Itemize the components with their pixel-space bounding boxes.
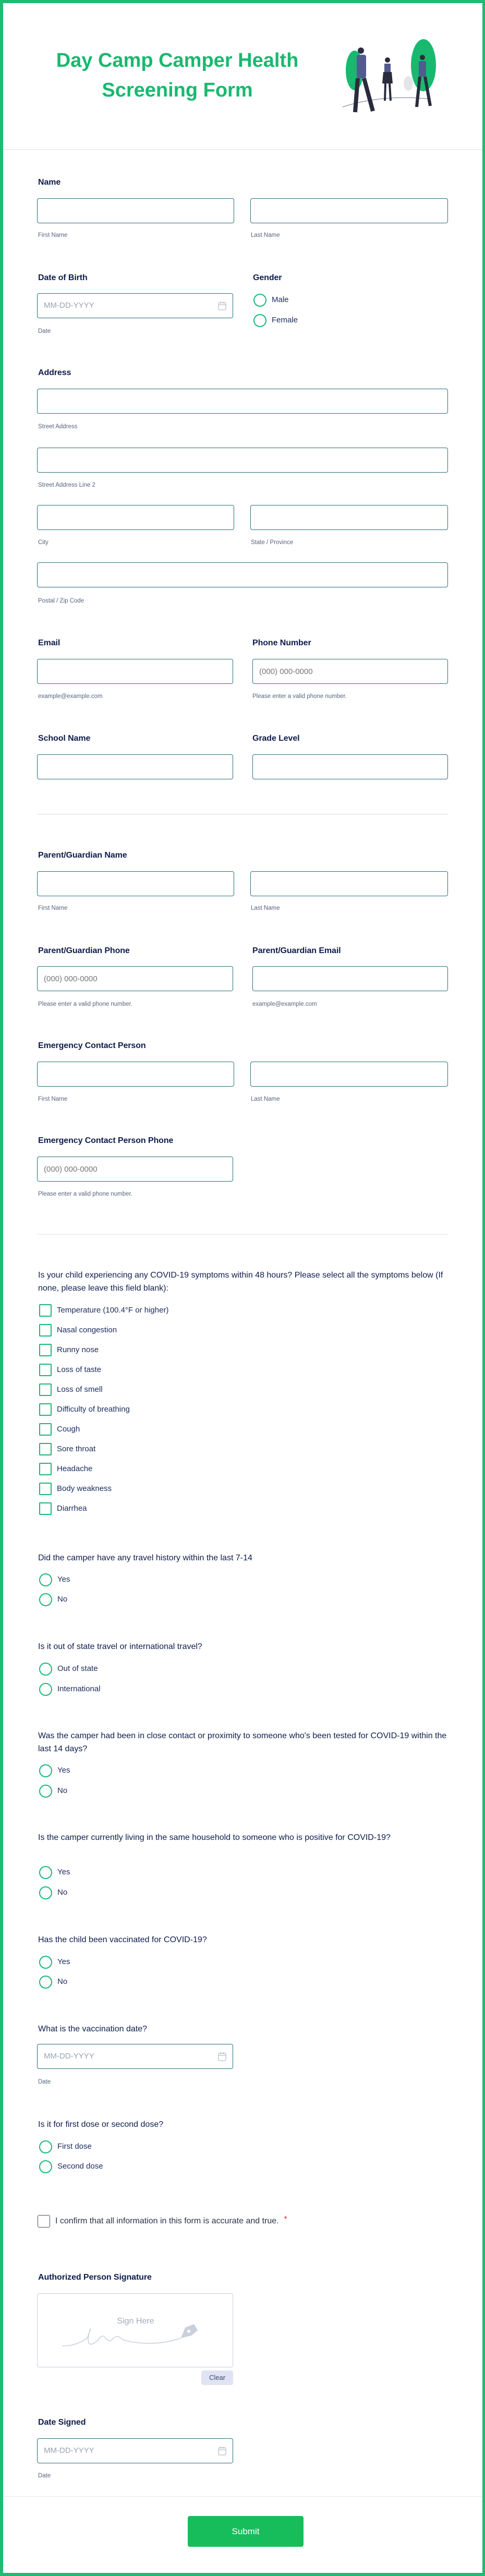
- household-option-no[interactable]: [39, 1886, 67, 1899]
- checkbox[interactable]: [39, 1423, 52, 1436]
- symptom-option[interactable]: [39, 1462, 92, 1476]
- travel-type-option-international[interactable]: [39, 1682, 101, 1696]
- confirm-checkbox-row[interactable]: [38, 2214, 287, 2228]
- checkbox[interactable]: [39, 1344, 52, 1356]
- clear-signature-button[interactable]: Clear: [201, 2370, 233, 2385]
- grade-level-label: Grade Level: [252, 734, 300, 743]
- dose-question: Is it for first dose or second dose?: [38, 2120, 164, 2129]
- gender-label: Gender: [253, 273, 282, 282]
- street-address-line2-input[interactable]: [37, 448, 448, 473]
- option-label: Headache: [57, 1464, 93, 1473]
- option-label: International: [57, 1684, 101, 1693]
- option-label: Loss of smell: [57, 1385, 103, 1394]
- guardian-phone-label: Parent/Guardian Phone: [38, 946, 130, 955]
- contact-option-no[interactable]: [39, 1784, 67, 1798]
- radio-icon[interactable]: [39, 2140, 52, 2153]
- guardian-first-sublabel: First Name: [38, 905, 68, 911]
- school-name-label: School Name: [38, 734, 91, 743]
- radio-icon[interactable]: [39, 2160, 52, 2173]
- radio-icon[interactable]: [39, 1683, 52, 1696]
- checkbox[interactable]: [39, 1463, 52, 1475]
- grade-level-input[interactable]: [252, 754, 448, 779]
- travel-option-yes[interactable]: [39, 1573, 70, 1586]
- confirm-label: I confirm that all information in this form is accurate and true.: [55, 2217, 279, 2225]
- household-question: Is the camper currently living in the same household to someone who is positive for COVID-19?: [38, 1833, 391, 1842]
- travel-option-no[interactable]: [39, 1593, 67, 1606]
- radio-icon[interactable]: [39, 1663, 52, 1676]
- option-label: Nasal congestion: [57, 1326, 117, 1334]
- option-label: No: [57, 1595, 68, 1604]
- vaccination-date-input[interactable]: [37, 2044, 233, 2069]
- vaccination-date-sublabel: Date: [38, 2079, 51, 2085]
- option-label: Male: [272, 295, 289, 304]
- symptom-option[interactable]: [39, 1304, 168, 1317]
- symptom-option[interactable]: [39, 1363, 101, 1377]
- last-name-input[interactable]: [250, 198, 448, 223]
- date-signed-label: Date Signed: [38, 2418, 86, 2427]
- checkbox[interactable]: [39, 1483, 52, 1495]
- signature-pad[interactable]: [37, 2293, 233, 2367]
- option-label: Loss of taste: [57, 1365, 102, 1374]
- postal-code-input[interactable]: [37, 562, 448, 587]
- emergency-phone-label: Emergency Contact Person Phone: [38, 1136, 174, 1145]
- confirm-checkbox[interactable]: [38, 2215, 50, 2228]
- option-label: No: [57, 1977, 68, 1986]
- option-label: Temperature (100.4°F or higher): [57, 1306, 169, 1315]
- symptom-option[interactable]: [39, 1423, 80, 1436]
- dob-sublabel: Date: [38, 328, 51, 334]
- checkbox[interactable]: [39, 1443, 52, 1455]
- people-walking-illustration: [342, 34, 441, 120]
- radio-icon[interactable]: [39, 1976, 52, 1989]
- travel-question: Did the camper have any travel history within the last 7-14: [38, 1554, 252, 1562]
- section-divider: [37, 814, 448, 815]
- sign-here-hint: Sign Here: [117, 2317, 154, 2326]
- name-label: Name: [38, 178, 61, 187]
- phone-label: Phone Number: [252, 639, 311, 647]
- gender-option-female[interactable]: [253, 314, 298, 327]
- dob-input[interactable]: [37, 293, 233, 318]
- vaccination-date-placeholder: MM-DD-YYYY: [44, 2052, 94, 2061]
- guardian-email-sublabel: example@example.com: [252, 1001, 317, 1007]
- option-label: Second dose: [57, 2162, 103, 2171]
- signature-label: Authorized Person Signature: [38, 2273, 152, 2282]
- gender-option-male[interactable]: [253, 293, 289, 307]
- street-address-sublabel: Street Address: [38, 424, 78, 430]
- radio-icon[interactable]: [39, 1886, 52, 1899]
- phone-input[interactable]: [252, 659, 448, 684]
- checkbox[interactable]: [39, 1383, 52, 1396]
- option-label: Yes: [57, 1575, 70, 1584]
- radio-icon[interactable]: [253, 314, 266, 327]
- dob-placeholder: MM-DD-YYYY: [44, 301, 94, 310]
- guardian-phone-input[interactable]: [37, 966, 233, 991]
- symptom-option[interactable]: [39, 1442, 95, 1456]
- travel-type-question: Is it out of state travel or international travel?: [38, 1642, 202, 1651]
- option-label: Sore throat: [57, 1445, 96, 1453]
- emergency-phone-sublabel: Please enter a valid phone number.: [38, 1191, 132, 1197]
- last-name-sublabel: Last Name: [251, 232, 280, 238]
- checkbox[interactable]: [39, 1502, 52, 1515]
- submit-button[interactable]: Submit: [188, 2516, 304, 2547]
- radio-icon[interactable]: [39, 1956, 52, 1969]
- emergency-last-name-input[interactable]: [250, 1062, 448, 1087]
- radio-icon[interactable]: [39, 1866, 52, 1879]
- travel-type-option-out-of-state[interactable]: [39, 1662, 98, 1676]
- radio-icon[interactable]: [39, 1785, 52, 1798]
- household-option-yes[interactable]: [39, 1865, 70, 1879]
- guardian-last-sublabel: Last Name: [251, 905, 280, 911]
- guardian-email-label: Parent/Guardian Email: [252, 946, 341, 955]
- vaccination-date-label: What is the vaccination date?: [38, 2025, 148, 2033]
- option-label: No: [57, 1888, 68, 1897]
- symptom-option[interactable]: [39, 1502, 87, 1515]
- street-address-line2-sublabel: Street Address Line 2: [38, 482, 95, 488]
- option-label: Yes: [57, 1957, 70, 1966]
- guardian-phone-sublabel: Please enter a valid phone number.: [38, 1001, 132, 1007]
- state-input[interactable]: [250, 505, 448, 530]
- dose-option-second[interactable]: [39, 2160, 103, 2173]
- radio-icon[interactable]: [39, 1764, 52, 1777]
- first-name-input[interactable]: [37, 198, 234, 223]
- emergency-last-sublabel: Last Name: [251, 1096, 280, 1102]
- symptom-option[interactable]: [39, 1323, 117, 1337]
- option-label: Yes: [57, 1868, 70, 1876]
- required-asterisk: *: [284, 2214, 287, 2223]
- option-label: No: [57, 1786, 68, 1795]
- calendar-icon[interactable]: [218, 2052, 226, 2061]
- guardian-email-input[interactable]: [252, 966, 448, 991]
- city-sublabel: City: [38, 539, 48, 546]
- emergency-first-name-input[interactable]: [37, 1062, 234, 1087]
- option-label: Out of state: [57, 1664, 98, 1673]
- checkbox[interactable]: [39, 1324, 52, 1337]
- address-label: Address: [38, 368, 71, 377]
- phone-sublabel: Please enter a valid phone number.: [252, 693, 347, 700]
- date-signed-placeholder: MM-DD-YYYY: [44, 2446, 94, 2455]
- option-label: Female: [272, 316, 298, 324]
- checkbox[interactable]: [39, 1403, 52, 1416]
- emergency-phone-input[interactable]: [37, 1157, 233, 1182]
- symptom-option[interactable]: [39, 1383, 103, 1397]
- date-signed-sublabel: Date: [38, 2473, 51, 2479]
- radio-icon[interactable]: [253, 294, 266, 307]
- emergency-first-sublabel: First Name: [38, 1096, 68, 1102]
- vaccinated-option-no[interactable]: [39, 1975, 67, 1989]
- option-label: Body weakness: [57, 1484, 112, 1493]
- option-label: Diarrhea: [57, 1504, 87, 1513]
- city-input[interactable]: [37, 505, 234, 530]
- symptom-option[interactable]: [39, 1343, 99, 1357]
- state-sublabel: State / Province: [251, 539, 294, 546]
- footer-divider: [3, 2496, 482, 2497]
- dob-label: Date of Birth: [38, 273, 88, 282]
- option-label: Yes: [57, 1766, 70, 1775]
- symptoms-question: Is your child experiencing any COVID-19 symptoms within 48 hours? Please select all the symptoms below (If none, please leave this field blank):: [38, 1271, 443, 1293]
- option-label: Cough: [57, 1425, 80, 1434]
- postal-code-sublabel: Postal / Zip Code: [38, 598, 84, 604]
- radio-icon[interactable]: [39, 1573, 52, 1586]
- vaccinated-option-yes[interactable]: [39, 1955, 70, 1969]
- option-label: Runny nose: [57, 1345, 99, 1354]
- email-sublabel: example@example.com: [38, 693, 103, 700]
- symptom-option[interactable]: [39, 1403, 130, 1416]
- option-label: First dose: [57, 2142, 92, 2151]
- email-input[interactable]: [37, 659, 233, 684]
- street-address-input[interactable]: [37, 389, 448, 414]
- checkbox[interactable]: [39, 1304, 52, 1317]
- calendar-icon[interactable]: [218, 301, 226, 310]
- radio-icon[interactable]: [39, 1593, 52, 1606]
- vaccinated-question: Has the child been vaccinated for COVID-19?: [38, 1935, 207, 1944]
- checkbox[interactable]: [39, 1364, 52, 1376]
- symptom-option[interactable]: [39, 1482, 112, 1496]
- guardian-last-name-input[interactable]: [250, 871, 448, 896]
- option-label: Difficulty of breathing: [57, 1405, 130, 1414]
- emergency-contact-label: Emergency Contact Person: [38, 1041, 146, 1050]
- first-name-sublabel: First Name: [38, 232, 68, 238]
- contact-question: Was the camper had been in close contact or proximity to someone who's been tested for COVID-19 within the last 14 days?: [38, 1731, 447, 1753]
- dose-option-first[interactable]: [39, 2140, 92, 2153]
- school-name-input[interactable]: [37, 754, 233, 779]
- section-divider: [37, 1234, 448, 1235]
- email-label: Email: [38, 639, 60, 647]
- guardian-first-name-input[interactable]: [37, 871, 234, 896]
- calendar-icon[interactable]: [218, 2446, 226, 2455]
- guardian-name-label: Parent/Guardian Name: [38, 851, 127, 860]
- header-divider: [3, 149, 482, 150]
- signature-pen-icon: [61, 2315, 217, 2351]
- contact-option-yes[interactable]: [39, 1764, 70, 1777]
- form-title: Day Camp Camper Health Screening Form: [56, 50, 299, 101]
- date-signed-input[interactable]: [37, 2438, 233, 2463]
